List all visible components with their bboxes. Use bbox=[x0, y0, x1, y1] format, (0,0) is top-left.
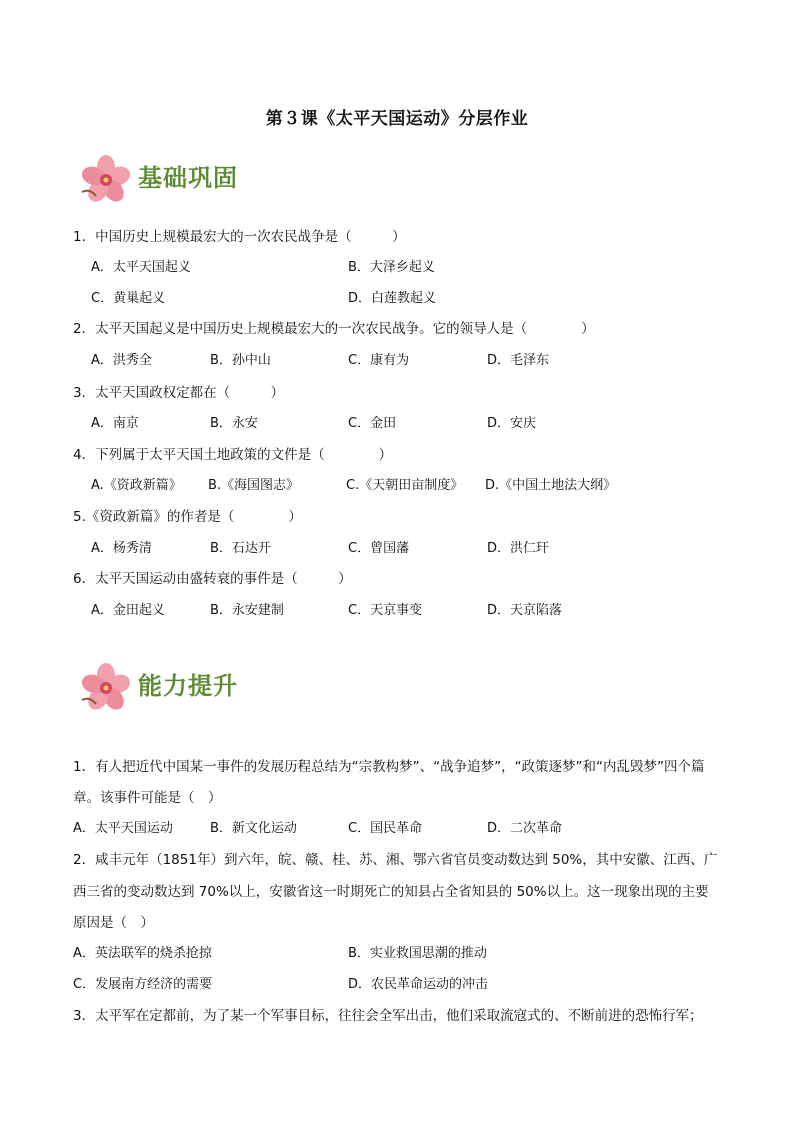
option: C．金田 bbox=[348, 416, 397, 431]
question-stem-line: 1．有人把近代中国某一事件的发展历程总结为“宗教构梦”、“战争追梦”，“政策逐梦”和“内乱毁梦”四个篇 bbox=[73, 759, 705, 775]
option: A．英法联军的烧杀抢掠 bbox=[73, 946, 212, 961]
question-stem: 5.《资政新篇》的作者是（ ） bbox=[73, 509, 302, 525]
option: C．黄巢起义 bbox=[91, 291, 166, 306]
section-heading-advanced bbox=[76, 660, 296, 716]
question-stem: 6．太平天国运动由盛转衰的事件是（ ） bbox=[73, 571, 352, 587]
question-stem: 4．下列属于太平天国土地政策的文件是（ ） bbox=[73, 447, 393, 463]
option: C．发展南方经济的需要 bbox=[73, 977, 213, 992]
option: C．国民革命 bbox=[348, 821, 423, 836]
page-title: 第３课《太平天国运动》分层作业 bbox=[265, 109, 529, 129]
section-title-advanced: 能力提升 bbox=[138, 671, 238, 700]
option: A．太平天国运动 bbox=[73, 821, 173, 836]
option: A.《资政新篇》 bbox=[91, 478, 182, 493]
option: D．洪仁玕 bbox=[487, 541, 550, 556]
option: B．孙中山 bbox=[210, 353, 271, 368]
option: B．石达开 bbox=[210, 541, 271, 556]
section-title-basic: 基础巩固 bbox=[138, 163, 238, 192]
option: D.《中国土地法大纲》 bbox=[485, 478, 617, 493]
question-stem-line: 3．太平军在定都前，为了某一个军事目标，往往会全军出击，他们采取流寇式的、不断前进的恐怖行军； bbox=[73, 1008, 703, 1024]
option: C.《天朝田亩制度》 bbox=[346, 478, 464, 493]
option: B．永安 bbox=[210, 416, 258, 431]
question-stem: 3．太平天国政权定都在（ ） bbox=[73, 385, 285, 401]
option: A．南京 bbox=[91, 416, 139, 431]
option: C．曾国藩 bbox=[348, 541, 410, 556]
question-stem-line: 西三省的变动数达到 70%以上，安徽省这一时期死亡的知县占全省知县的 50%以上。这一现象出现的主要 bbox=[73, 884, 709, 900]
question-stem: 2．太平天国起义是中国历史上规模最宏大的一次农民战争。它的领导人是（ ） bbox=[73, 321, 595, 337]
option: C．康有为 bbox=[348, 353, 410, 368]
option: B．永安建制 bbox=[210, 603, 284, 618]
option: D．农民革命运动的冲击 bbox=[348, 977, 489, 992]
option: D．天京陷落 bbox=[487, 603, 563, 618]
option: A．洪秀全 bbox=[91, 353, 152, 368]
question-stem-line: 原因是（ ） bbox=[73, 915, 154, 931]
option: A．太平天国起义 bbox=[91, 260, 191, 275]
option: D．白莲教起义 bbox=[348, 291, 437, 306]
option: C．天京事变 bbox=[348, 603, 423, 618]
option: B．实业救国思潮的推动 bbox=[348, 946, 487, 961]
flower-icon bbox=[76, 152, 136, 208]
option: B.《海国图志》 bbox=[208, 478, 300, 493]
flower-icon bbox=[76, 660, 136, 716]
question-stem-line: 章。该事件可能是（ ） bbox=[73, 790, 222, 806]
question-stem-line: 2．咸丰元年（1851年）到六年，皖、赣、桂、苏、湘、鄂六省官员变动数达到 50%，其中安徽、江西、广 bbox=[73, 852, 718, 868]
option: A．杨秀清 bbox=[91, 541, 152, 556]
option: D．二次革命 bbox=[487, 821, 563, 836]
option: B．大泽乡起义 bbox=[348, 260, 435, 275]
option: D．安庆 bbox=[487, 416, 537, 431]
option: B．新文化运动 bbox=[210, 821, 297, 836]
option: D．毛泽东 bbox=[487, 353, 550, 368]
section-heading-basic bbox=[76, 152, 296, 208]
question-stem: 1．中国历史上规模最宏大的一次农民战争是（ ） bbox=[73, 229, 406, 245]
option: A．金田起义 bbox=[91, 603, 165, 618]
